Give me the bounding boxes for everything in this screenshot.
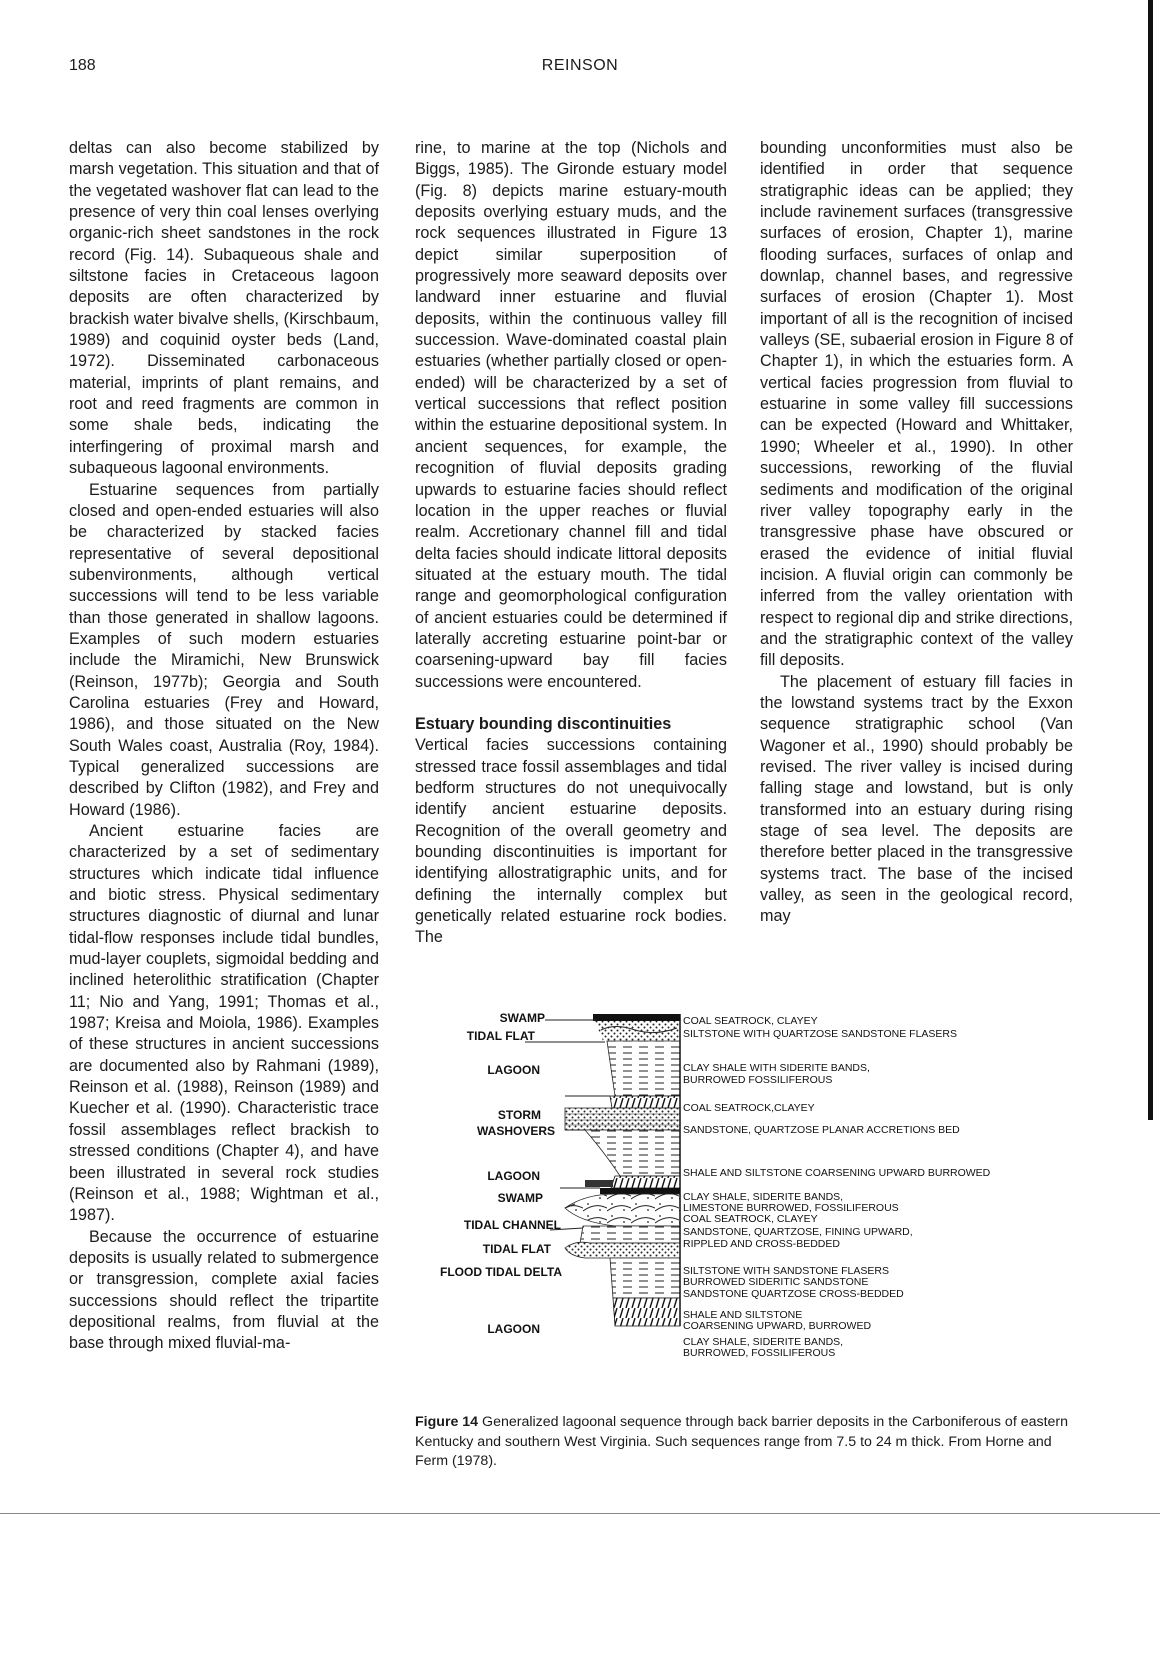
figure-left-label: WASHOVERS bbox=[476, 1124, 555, 1138]
figure-left-label: FLOOD TIDAL DELTA bbox=[440, 1265, 562, 1279]
figure-left-label: TIDAL FLAT bbox=[466, 1029, 535, 1043]
paragraph: deltas can also become stabilized by marsh vegetation. This situation and that of the vegetated washover flat can lead to the presence of very thin coal lenses overlying organic-rich sheet sandstones in the rock record (Fig. 14). Subaqueous shale and siltstone facies in Cretaceous lagoon deposits are often characterized by brackish water bivalve shells, (Kirschbaum, 1989) and coquinid oyster beds (Land, 1972). Disseminated carbonaceous material, imprints of plant remains, and root and reed fragments are common in some shale beds, indicating the interfingering of proximal marsh and subaqueous lagoonal environments. bbox=[69, 139, 379, 478]
paragraph: Estuarine sequences from partially closed and open-ended estuaries will also be characterized by stacked facies representative of several depositional subenvironments, although vertical successions will tend to be less variable than those generated in shallow lagoons. Examples of such modern estuaries include the Miramichi, New Brunswick (Reinson, 1977b); Georgia and South Carolina estuaries (Frey and Howard, 1986), and those situated on the New South Wales coast, Australia (Roy, 1984). Typical generalized successions are described by Clifton (1982), and Frey and Howard (1986). bbox=[69, 480, 379, 819]
shale-siltstone-lower bbox=[610, 1258, 680, 1298]
figure-right-label: SILTSTONE WITH SANDSTONE FLASERS bbox=[683, 1265, 889, 1277]
figure-right-label: CLAY SHALE WITH SIDERITE BANDS, bbox=[683, 1062, 870, 1074]
figure-14 bbox=[415, 1008, 1091, 1383]
figure-left-label: LAGOON bbox=[487, 1169, 540, 1183]
figure-caption-text: Generalized lagoonal sequence through back barrier deposits in the Carboniferous of eastern Kentucky and southern West Virginia. Such sequences range from 7.5 to 24 m thick. From Horne and Ferm (1978). bbox=[415, 1414, 1069, 1469]
text-column-2 bbox=[415, 138, 727, 949]
right-labels bbox=[683, 1015, 991, 1359]
shale-siltstone-unit bbox=[585, 1130, 680, 1176]
figure-caption bbox=[415, 1413, 1070, 1472]
paragraph: Because the occurrence of estuarine deposits is usually related to submergence or transgression, complete axial facies successions should reflect the tripartite depositional realms, from fluvial at the base through mixed fluvial-ma- bbox=[69, 1227, 379, 1353]
figure-right-label: COAL SEATROCK, CLAYEY bbox=[683, 1213, 818, 1225]
figure-right-label: CLAY SHALE, SIDERITE BANDS, bbox=[683, 1191, 844, 1203]
figure-right-label: RIPPLED AND CROSS-BEDDED bbox=[683, 1238, 840, 1250]
figure-label: Figure 14 bbox=[415, 1414, 479, 1430]
clay-shale-lower bbox=[613, 1298, 680, 1326]
figure-right-label: COARSENING UPWARD, BURROWED bbox=[683, 1320, 872, 1332]
coal-bed bbox=[593, 1014, 680, 1021]
seatrock-unit bbox=[610, 1096, 680, 1108]
left-labels bbox=[440, 1011, 562, 1336]
figure-left-label: LAGOON bbox=[487, 1322, 540, 1336]
running-head: REINSON bbox=[541, 57, 619, 74]
figure-right-label: BURROWED FOSSILIFEROUS bbox=[683, 1074, 833, 1086]
paragraph: rine, to marine at the top (Nichols and Biggs, 1985). The Gironde estuary model (Fig. 8) depicts marine estuary-mouth deposits overlying estuary muds, and the rock sequences illustrated in Figure 13 depict similar superposition of progressively more seaward deposits over landward inner estuarine and fluvial deposits, within the continuous valley fill succession. Wave-dominated coastal plain estuaries (whether partially closed or open-ended) will be characterized by a set of vertical successions that reflect position within the estuarine depositional system. In ancient sequences, for example, the recognition of fluvial deposits grading upwards to estuarine facies should reflect location in the upper reaches or fluvial realm. Accretionary channel fill and tidal delta facies should indicate littoral deposits situated at the estuary mouth. The tidal range and geomorphological configuration of ancient estuaries could be determined if laterally accreting estuarine point-bar or coarsening-upward bay fill facies successions were encountered. bbox=[415, 139, 727, 691]
page-number: 188 bbox=[69, 57, 96, 74]
figure-right-label: SILTSTONE WITH QUARTZOSE SANDSTONE FLASERS bbox=[683, 1028, 958, 1040]
figure-right-label: SANDSTONE, QUARTZOSE PLANAR ACCRETIONS BED bbox=[683, 1124, 960, 1136]
figure-left-label: TIDAL FLAT bbox=[482, 1242, 551, 1256]
figure-right-label: COAL SEATROCK,CLAYEY bbox=[683, 1102, 815, 1114]
figure-right-label: LIMESTONE BURROWED, FOSSILIFEROUS bbox=[683, 1202, 899, 1214]
washover-sandstone bbox=[565, 1108, 680, 1130]
figure-left-label: LAGOON bbox=[487, 1063, 540, 1077]
text-column-3 bbox=[760, 138, 1073, 928]
bottom-rule bbox=[0, 1513, 1160, 1514]
figure-right-label: COAL SEATROCK, CLAYEY bbox=[683, 1015, 818, 1027]
figure-left-label: SWAMP bbox=[497, 1191, 543, 1205]
page-edge-bar bbox=[1148, 0, 1153, 1120]
siltstone-flaser-unit bbox=[580, 1226, 680, 1243]
channel-sandstone bbox=[565, 1194, 680, 1226]
paragraph: Vertical facies successions containing stressed trace fossil assemblages and tidal bedform structures do not unequivocally identify ancient estuarine deposits. Recognition of the overall geometry and bounding discontinuities is important for identifying allostratigraphic units, and for defining the internally complex but genetically related estuarine rock bodies. The bbox=[415, 736, 727, 947]
figure-right-label: SANDSTONE QUARTZOSE CROSS-BEDDED bbox=[683, 1288, 904, 1300]
figure-left-label: TIDAL CHANNEL bbox=[463, 1218, 561, 1232]
paragraph: Ancient estuarine facies are characterized by a set of sedimentary structures which indicate tidal influence and biotic stress. Physical sedimentary structures diagnostic of diurnal and lunar tidal-flow responses include tidal bundles, mud-layer couplets, sigmoidal bedding and inclined heterolithic stratification (Chapter 11; Nio and Yang, 1991; Thomas et al., 1987; Kreisa and Moiola, 1986). Examples of these structures in ancient successions are documented also by Rahmani (1989), Reinson et al. (1988), Reinson (1989) and Kuecher et al. (1990). Characteristic trace fossil assemblages reflect brackish to stressed conditions (Chapter 4), and have been illustrated in several rock studies (Reinson et al., 1988; Wightman et al., 1987). bbox=[69, 822, 379, 1225]
figure-left-label: SWAMP bbox=[499, 1011, 545, 1025]
paragraph: The placement of estuary fill facies in the lowstand systems tract by the Exxon sequence stratigraphic school (Van Wagoner et al., 1990) should probably be revised. The river valley is incised during falling stage and lowstand, but is only transformed into an estuary during rising stage of sea level. The deposits are therefore better placed in the transgressive systems tract. The base of the incised valley, as seen in the geological record, may bbox=[760, 672, 1073, 926]
limestone-unit bbox=[611, 1176, 680, 1188]
clay-shale-unit bbox=[607, 1041, 680, 1096]
column-units bbox=[565, 1014, 680, 1326]
figure-right-label: SANDSTONE, QUARTZOSE, FINING UPWARD, bbox=[683, 1226, 913, 1238]
section-heading: Estuary bounding discontinuities bbox=[415, 714, 672, 733]
figure-left-label: STORM bbox=[497, 1108, 541, 1122]
stratigraphic-column-diagram bbox=[415, 1008, 1091, 1383]
limestone-lens bbox=[585, 1180, 613, 1187]
figure-right-label: BURROWED, FOSSILIFEROUS bbox=[683, 1347, 836, 1359]
coal-bed bbox=[600, 1188, 680, 1194]
figure-right-label: BURROWED SIDERITIC SANDSTONE bbox=[683, 1276, 869, 1288]
delta-sandstone bbox=[565, 1242, 680, 1258]
figure-right-label: SHALE AND SILTSTONE COARSENING UPWARD BURROWED bbox=[683, 1167, 991, 1179]
paragraph: bounding unconformities must also be identified in order that sequence stratigraphic ideas can be applied; they include ravinement surfaces (transgressive surfaces of erosion, Chapter 1), marine flooding surfaces, surfaces of onlap and downlap, channel bases, and regressive surfaces of erosion (Chapter 1). Most important of all is the recognition of incised valleys (SE, subaerial erosion in Figure 8 of Chapter 1), in which the estuaries form. A vertical facies progression from fluvial to estuarine in some valley fill successions can be expected (Howard and Whittaker, 1990; Wheeler et al., 1990). In other successions, reworking of the fluvial sediments and modification of the original river valley topography early in the transgressive phase have obscured or erased the evidence of initial fluvial incision. A fluvial origin can commonly be inferred from the valley orientation with respect to regional dip and strike directions, and the stratigraphic context of the valley fill deposits. bbox=[760, 139, 1073, 670]
figure-right-label: SHALE AND SILTSTONE bbox=[683, 1309, 803, 1321]
text-column-1 bbox=[69, 138, 379, 1355]
figure-right-label: CLAY SHALE, SIDERITE BANDS, bbox=[683, 1336, 844, 1348]
